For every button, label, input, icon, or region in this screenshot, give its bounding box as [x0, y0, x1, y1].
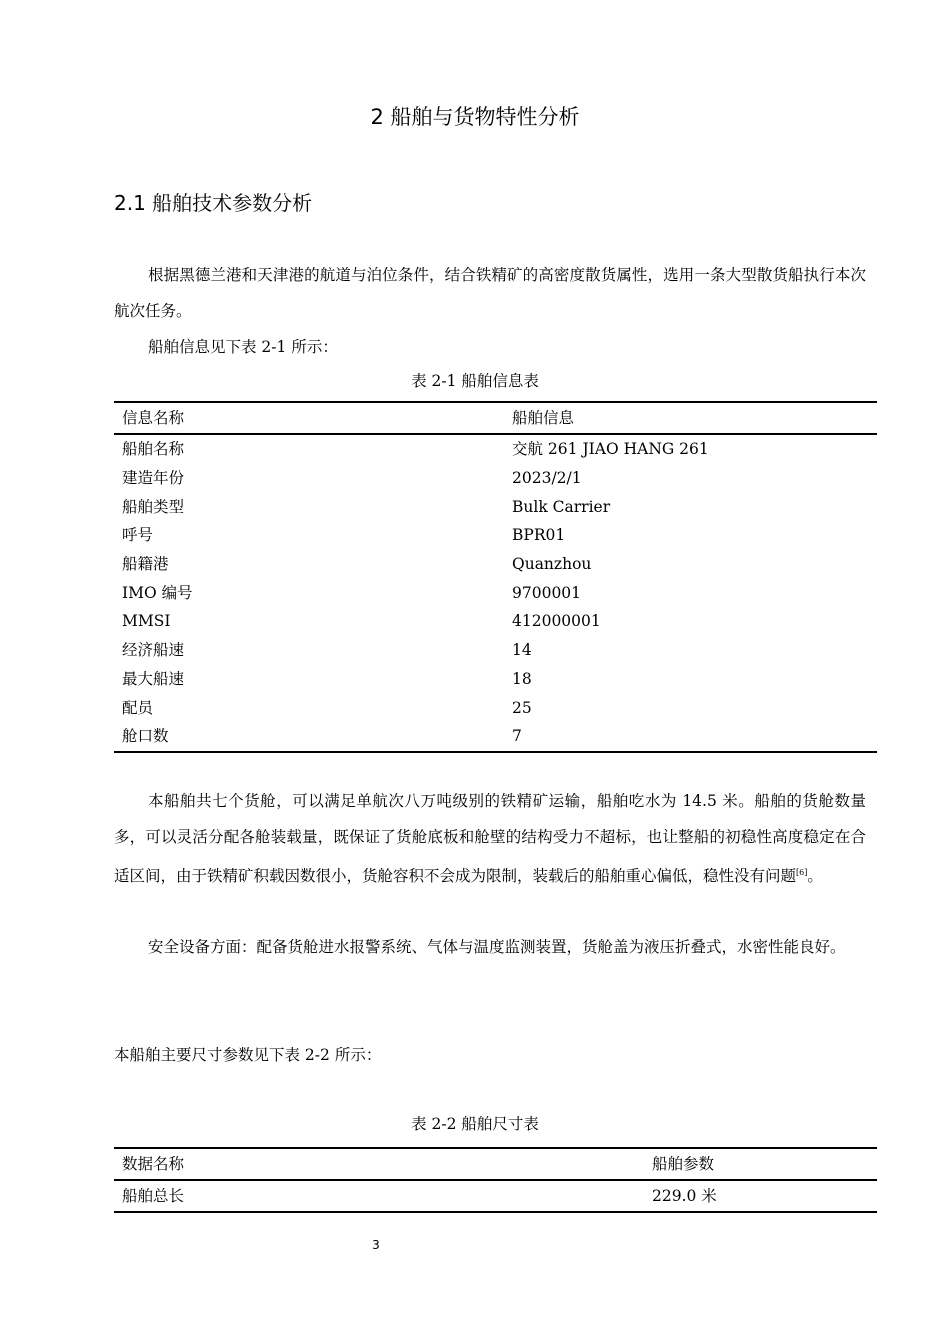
table-header-cell: 信息名称	[114, 402, 504, 434]
table-cell: Bulk Carrier	[512, 497, 611, 516]
table-cell: 2023/2/1	[512, 469, 582, 488]
table-cell: 船舶名称	[122, 440, 185, 459]
table-row	[114, 607, 877, 636]
table-cell: MMSI	[122, 612, 171, 631]
table-cell: 9700001	[512, 583, 582, 602]
table-cell: 25	[512, 698, 532, 717]
table-cell: 船籍港	[122, 555, 169, 574]
section-title: 2.1 船舶技术参数分析	[114, 191, 313, 215]
paragraph-ship-selection: 根据黑德兰港和天津港的航道与泊位条件，结合铁精矿的高密度散货属性，选用一条大型散货船执行本次航次任务。	[114, 266, 866, 320]
table2-caption: 表 2-2 船舶尺寸表	[411, 1115, 539, 1133]
table-row	[114, 521, 877, 550]
table-cell: 船舶总长	[114, 1180, 652, 1212]
table-row	[114, 722, 877, 752]
table-header-cell: 数据名称	[114, 1148, 652, 1180]
table-cell: 18	[512, 669, 532, 688]
table-row	[114, 636, 877, 665]
table-header-row	[114, 1148, 877, 1180]
table-row	[114, 492, 877, 521]
table-cell: Quanzhou	[512, 555, 592, 574]
ship-dimension-table	[114, 1147, 877, 1213]
table-cell: 229.0 米	[652, 1180, 877, 1212]
paragraph-end: 。	[807, 867, 823, 885]
table-row	[114, 434, 877, 464]
table-cell: IMO 编号	[122, 583, 193, 602]
page-number: 3	[372, 1238, 380, 1252]
table-row	[114, 1180, 877, 1212]
chapter-title: 2 船舶与货物特性分析	[370, 105, 580, 129]
table-cell: 最大船速	[122, 669, 185, 688]
paragraph-text: 本船舶共七个货舱，可以满足单航次八万吨级别的铁精矿运输，船舶吃水为 14.5 米。船舶的货舱数量多，可以灵活分配各舱装载量，既保证了货舱底板和舱壁的结构受力不超标，也让整船的初稳性高度稳定在合适区间，由于铁精矿积载因数很小，货舱容积不会成为限制，装载后的船舶重心偏低，稳性没有问题	[114, 792, 866, 885]
paragraph-table2-intro: 本船舶主要尺寸参数见下表 2-2 所示：	[114, 1046, 382, 1064]
table-row	[114, 665, 877, 694]
table1-caption: 表 2-1 船舶信息表	[411, 372, 539, 390]
table-cell: 船舶类型	[122, 497, 185, 516]
table-header-row	[114, 402, 877, 434]
paragraph-cargo-holds	[114, 783, 866, 894]
table-row	[114, 578, 877, 607]
citation-ref: [6]	[796, 868, 808, 877]
table-cell: 配员	[122, 698, 154, 717]
ship-info-table	[114, 401, 877, 753]
table-row	[114, 550, 877, 579]
table-row	[114, 693, 877, 722]
table-cell: 呼号	[122, 526, 154, 545]
table-header-cell: 船舶信息	[504, 402, 877, 434]
table-row	[114, 464, 877, 493]
paragraph-table1-intro: 船舶信息见下表 2-1 所示：	[148, 338, 338, 356]
table-cell: 7	[504, 722, 877, 752]
table-cell: 412000001	[512, 612, 601, 631]
table-cell: 建造年份	[122, 469, 185, 488]
table-cell: 舱口数	[114, 722, 504, 752]
table-cell: 经济船速	[122, 641, 185, 660]
table-header-cell: 船舶参数	[652, 1148, 877, 1180]
paragraph-safety-equipment: 安全设备方面：配备货舱进水报警系统、气体与温度监测装置，货舱盖为液压折叠式，水密性能良好。	[148, 938, 846, 956]
table-cell: 交航 261 JIAO HANG 261	[512, 440, 709, 459]
table-cell: 14	[512, 641, 532, 660]
table-cell: BPR01	[512, 526, 566, 545]
